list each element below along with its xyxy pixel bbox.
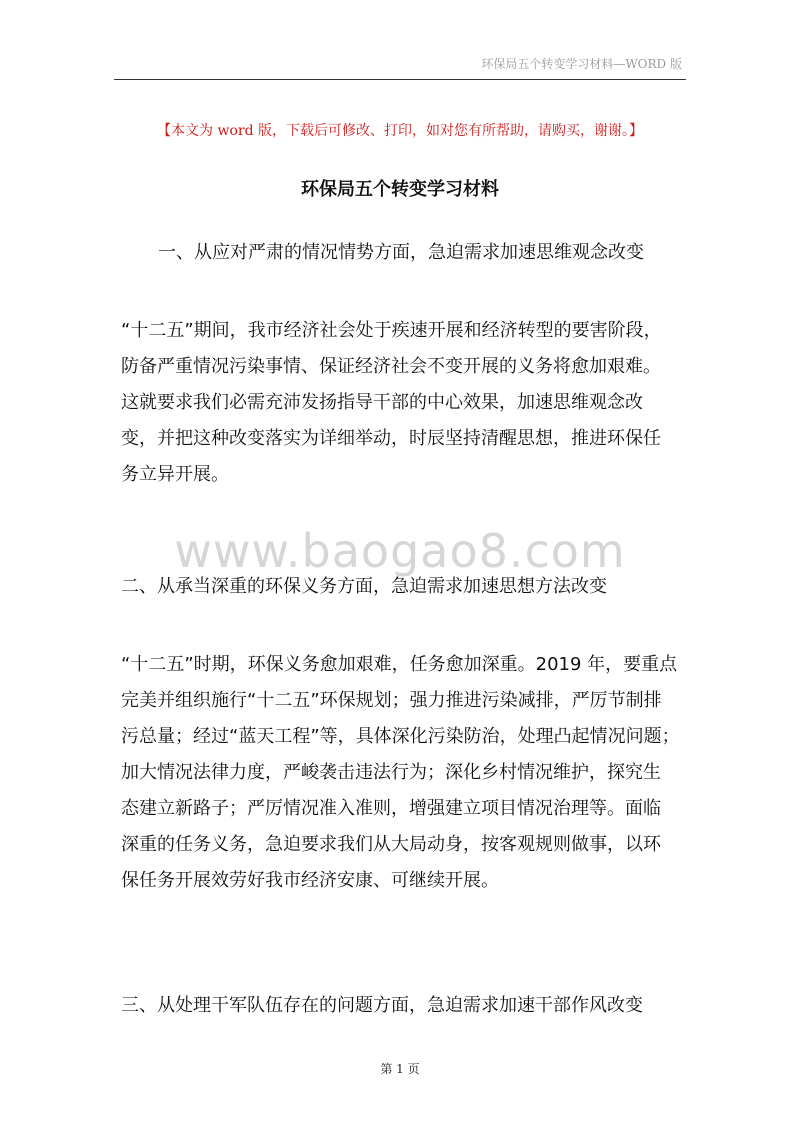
document-title: 环保局五个转变学习材料 bbox=[301, 179, 499, 200]
text-line: 务立异开展。 bbox=[121, 464, 229, 485]
text-line: 加大情况法律力度，严峻袭击违法行为；深化乡村情况维护，探究生 bbox=[121, 762, 661, 783]
page-number: 第 1 页 bbox=[380, 1062, 420, 1076]
section-body-2 bbox=[121, 647, 681, 899]
text-line: 态建立新路子；严厉情况准入准则，增强建立项目情况治理等。面临 bbox=[121, 798, 661, 819]
section-heading-2: 二、从承当深重的环保义务方面，急迫需求加速思想方法改变 bbox=[121, 576, 607, 597]
text-line: 这就要求我们必需充沛发扬指导干部的中心效果，加速思维观念改 bbox=[121, 392, 643, 413]
text-line: 保任务开展效劳好我市经济安康、可继续开展。 bbox=[121, 870, 499, 891]
text-line: 防备严重情况污染事情、保证经济社会不变开展的义务将愈加艰难。 bbox=[121, 356, 661, 377]
text-line: “十二五”时期，环保义务愈加艰难，任务愈加深重。2019 年，要重点 bbox=[121, 654, 678, 675]
running-header: 环保局五个转变学习材料—WORD 版 bbox=[481, 57, 682, 71]
text-line: 完美并组织施行“十二五”环保规划；强力推进污染减排，严厉节制排 bbox=[121, 690, 662, 711]
text-line: 深重的任务义务，急迫要求我们从大局动身，按客观规则做事，以环 bbox=[121, 834, 661, 855]
section-heading-1: 一、从应对严肃的情况情势方面，急迫需求加速思维观念改变 bbox=[158, 242, 644, 263]
section-body-1 bbox=[121, 313, 681, 493]
header-divider bbox=[114, 79, 686, 80]
watermark: www.baogao8.com bbox=[174, 524, 626, 578]
text-line: 变，并把这种改变落实为详细举动，时辰坚持清醒思想，推进环保任 bbox=[121, 428, 661, 449]
text-line: “十二五”期间，我市经济社会处于疾速开展和经济转型的要害阶段， bbox=[121, 320, 662, 341]
text-line: 污总量；经过“蓝天工程”等，具体深化污染防治，处理凸起情况问题； bbox=[121, 726, 680, 747]
section-heading-3: 三、从处理干军队伍存在的问题方面，急迫需求加速干部作风改变 bbox=[121, 995, 643, 1016]
purchase-notice: 【本文为 word 版，下载后可修改、打印，如对您有所帮助，请购买，谢谢。】 bbox=[157, 123, 643, 139]
